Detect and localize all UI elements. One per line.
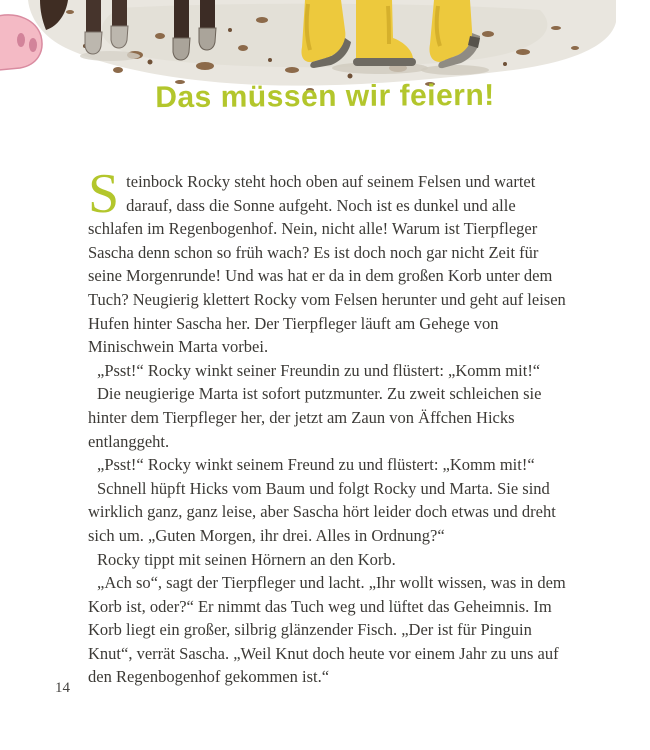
page-number: 14 (55, 680, 70, 696)
rain-boots-illustration (301, 0, 480, 68)
story-paragraph: „Psst!“ Rocky winkt seinem Freund zu und flüstert: „Komm mit!“ (97, 455, 535, 475)
opening-paragraph-text: teinbock Rocky steht hoch oben auf seinem Felsen und wartet darauf, dass die Sonne aufgeht. Noch ist es dunkel und alle schlafen im Regenbogenhof. Nein, nicht alle! Warum ist Tierpfleger Sascha denn schon so früh wach? Es ist doch noch gar nicht Zeit für seine Morgenrunde! Und was hat er da in dem großen Korb unter dem Tuch? Neugierig klettert Rocky vom Felsen herunter und geht auf leisen Hufen hinter Sascha her. Der Tierpfleger läuft am Gehege von Minischwein Marta vorbei. (88, 172, 566, 357)
story-paragraph: Schnell hüpft Hicks vom Baum und folgt Rocky und Marta. Sie sind wirklich ganz, ganz leise, aber Sascha hört leider doch etwas und dreht sich um. „Guten Morgen, ihr drei. Alles in Ordnung?“ (88, 478, 556, 545)
drop-cap: S (88, 163, 120, 225)
chapter-title: Das müssen wir feiern! (155, 78, 495, 115)
story-paragraph (88, 163, 568, 359)
story-paragraph: „Ach so“, sagt der Tierpfleger und lacht. „Ihr wollt wissen, was in dem Korb ist, oder?“ Er nimmt das Tuch weg und lüftet das Geheimnis. Im Korb liegt ein großer, silbrig glänzender Fisch. „Der ist für Pinguin Knut“, verrät Sascha. „Weil Knut doch heute vor einem Jahr zu uns auf den Regenbogenhof gekommen ist.“ (88, 573, 566, 687)
story-text (88, 163, 568, 689)
story-paragraph: Die neugierige Marta ist sofort putzmunter. Zu zweit schleichen sie hinter dem Tierpfleger her, der jetzt am Zaun von Äffchen Hicks entlanggeht. (88, 384, 542, 451)
story-paragraph: „Psst!“ Rocky winkt seiner Freundin zu und flüstert: „Komm mit!“ (97, 360, 541, 380)
story-paragraph: Rocky tippt mit seinen Hörnern an den Korb. (97, 549, 396, 569)
